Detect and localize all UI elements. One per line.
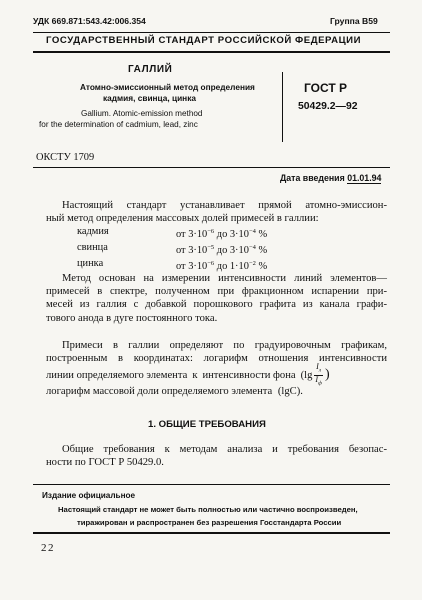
method-line-1: Метод основан на измерении интенсивности линий элементов— [62,273,387,284]
intro-line-2: ный метод определения массовых долей примесей в галлии: [46,213,319,224]
section-title: 1. ОБЩИЕ ТРЕБОВАНИЯ [148,419,266,430]
top-rule [33,32,390,33]
element-name: цинка [77,258,104,269]
section-paragraph-cont [46,456,387,469]
intensity-ratio: $\frac{I_л}{I_ф}$ [315,361,322,387]
table-row [77,257,286,273]
gost-label: ГОСТ Р [304,81,348,95]
method-line-2: примесей в спектре, полученном при фракционном испарении при- [46,286,387,297]
title-en-1: Gallium. Atomic-emission method [81,109,203,118]
range-cell: от $3\cdot 10^{-5}$ до $3\cdot 10^{-4}$ % [176,244,268,256]
title-sub-1: Атомно-эмиссионный метод определения [80,82,255,92]
udk-code: УДК 669.871:543.42:006.354 [33,16,146,26]
intro-paragraph-2 [46,212,387,225]
rights-line-1: Настоящий стандарт не может быть полностью или частично воспроизведен, [58,505,358,514]
page-number: 22 [41,542,55,554]
calib-line-2: построенным в координатах: логарифм отношения интенсивности [46,353,387,364]
group-code: Группа В59 [330,16,378,26]
okstu-code: ОКСТУ 1709 [36,152,95,163]
footer-bottom-rule [33,532,390,534]
calib-paragraph [62,339,387,352]
method-line-3: месей из галлия с добавкой порошкового графита из канала графи- [46,299,387,311]
element-name: кадмия [77,226,109,237]
range-cell: от $3\cdot 10^{-6}$ до $3\cdot 10^{-4}$ % [176,228,268,240]
okstu-rule [33,167,390,168]
section-line-2: ности по ГОСТ Р 50429.0. [46,457,164,468]
effective-date [280,173,381,183]
section-line-1: Общие требования к методам анализа и требования безопас- [62,444,387,455]
table-row [77,241,286,257]
method-paragraph-cont [46,285,387,325]
range-cell: от $3\cdot 10^{-6}$ до $1\cdot 10^{-2}$ % [176,260,268,272]
date-label: Дата введения [280,173,345,183]
calib-line-1: Примеси в галлии определяют по градуировочным графикам, [62,340,387,351]
title-en-2: for the determination of cadmium, lead, zinc [39,120,198,129]
method-line-4: тового анода в дуге постоянного тока. [46,312,218,324]
title-main: ГАЛЛИЙ [128,64,173,75]
intro-paragraph [62,199,387,212]
gost-number: 50429.2—92 [298,101,358,112]
date-value: 01.01.94 [347,173,382,183]
banner-rule [33,51,390,53]
table-row [77,225,286,241]
calib-line-3: линии определяемого элемента к интенсивности фона (lg $\frac{I_л}{I_ф}$ ) [46,361,330,387]
gost-divider [282,72,283,142]
standard-banner: ГОСУДАРСТВЕННЫЙ СТАНДАРТ РОССИЙСКОЙ ФЕДЕРАЦИИ [46,35,362,46]
element-name: свинца [77,242,108,253]
rights-line-2: тиражирован и распространен без разрешения Госстандарта России [77,518,342,527]
title-sub-2: кадмия, свинца, цинка [103,93,196,103]
method-paragraph [62,272,387,285]
official-edition: Издание официальное [42,491,136,500]
elements-table [77,225,286,273]
calib-line-4: логарифм массовой доли определяемого элемента (lgC). [46,386,303,397]
intro-line-1: Настоящий стандарт устанавливает прямой атомно-эмиссион- [62,200,387,211]
section-paragraph [62,443,387,456]
footer-rule [33,484,390,485]
